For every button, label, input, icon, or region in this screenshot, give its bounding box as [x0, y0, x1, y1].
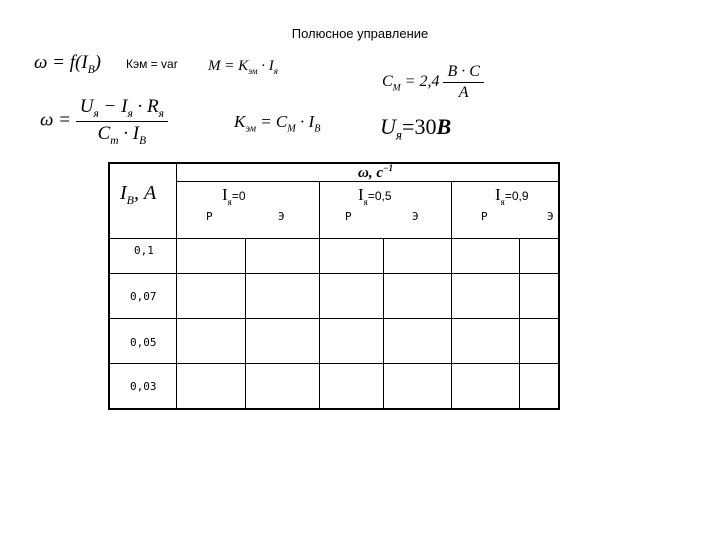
- formula-cm-lhs: C: [382, 73, 393, 91]
- row-label-3: 0,03: [130, 380, 157, 393]
- formula-speed-lhs: ω =: [40, 109, 71, 131]
- den-c: C: [97, 122, 111, 144]
- group-2-value: =0,9: [504, 189, 529, 203]
- num-r: · R: [132, 96, 159, 117]
- row-line-3: [110, 318, 558, 319]
- row-line-4: [110, 363, 558, 364]
- row-header-sub: В: [126, 193, 135, 207]
- page-title: Полюсное управление: [291, 26, 429, 41]
- col-line-1: [245, 238, 246, 408]
- num-u-sub: я: [93, 107, 99, 120]
- group-2-i: I: [495, 185, 501, 204]
- group-0-sub: я: [227, 197, 232, 207]
- den-i: · I: [118, 122, 140, 144]
- group-1-sub: я: [363, 197, 368, 207]
- formula-omega-speed: [40, 96, 168, 147]
- group-2-sub: я: [500, 197, 505, 207]
- kem-note: Кэм = var: [126, 57, 178, 71]
- group-ia-1: [358, 185, 392, 207]
- col-header-omega: ω, c: [358, 165, 384, 181]
- col-line-3: [383, 238, 384, 408]
- row-label-1: 0,07: [130, 290, 157, 303]
- subcol-label-5: Э: [547, 210, 554, 223]
- row-header-i: I: [120, 182, 127, 204]
- formula-cm-fraction: [443, 63, 483, 102]
- row-label-0: 0,1: [134, 244, 154, 257]
- formula-kem: [234, 112, 320, 134]
- formula-omega-function: $\omega = f(I_В)$: [34, 52, 101, 76]
- group-0-value: =0: [231, 189, 246, 203]
- formula-kem-sub: эм: [245, 123, 256, 135]
- row-line-2: [110, 273, 558, 274]
- den-i-sub: В: [139, 134, 147, 147]
- formula-kem-sub2: М: [287, 123, 296, 135]
- formula-voltage-lhs: U: [380, 114, 396, 139]
- formula-f-sub: В: [87, 63, 95, 76]
- formula-voltage-eq: =30: [402, 114, 437, 139]
- formula-voltage-sub: я: [395, 127, 403, 143]
- formula-speed-denominator: [76, 122, 168, 147]
- col-line-2: [319, 181, 320, 408]
- subcol-label-2: Р: [345, 210, 352, 223]
- formula-cm-numerator: B · C: [443, 63, 483, 83]
- group-0-i: I: [222, 185, 228, 204]
- den-c-sub: т: [110, 134, 119, 147]
- group-ia-2: [495, 185, 529, 207]
- group-1-value: =0,5: [367, 189, 392, 203]
- num-u: U: [79, 96, 94, 117]
- subcol-label-3: Э: [412, 210, 419, 223]
- row-header: [120, 182, 156, 208]
- formula-cm-sub: М: [392, 82, 401, 94]
- formula-torque-mid: · I: [261, 58, 274, 74]
- formula-f-close: ): [94, 52, 101, 73]
- formula-omega-lhs: ω: [34, 52, 48, 73]
- results-table: [108, 162, 560, 410]
- formula-cm-denominator: A: [458, 84, 469, 101]
- row-line-1: [110, 238, 558, 239]
- col-line-4: [451, 181, 452, 408]
- formula-cm-eq: = 2,4: [404, 73, 440, 91]
- formula-kem-eq: = C: [260, 112, 288, 131]
- col-line-0: [176, 164, 177, 408]
- formula-torque-lhs: M = K: [208, 58, 249, 74]
- col-header-sup: −1: [383, 163, 393, 173]
- subcol-label-4: Р: [481, 210, 488, 223]
- num-i-sub: я: [127, 107, 133, 120]
- formula-voltage: [380, 114, 451, 143]
- formula-voltage-unit: В: [436, 114, 452, 139]
- formula-torque-sub2: я: [273, 66, 278, 76]
- row-header-unit: , A: [134, 182, 157, 204]
- formula-cm: [382, 63, 484, 102]
- formula-kem-mid: · I: [300, 112, 315, 131]
- formula-speed-numerator: [76, 96, 168, 122]
- subcol-label-1: Э: [278, 210, 285, 223]
- group-1-i: I: [358, 185, 364, 204]
- formula-torque-sub1: эм: [248, 66, 258, 76]
- group-ia-0: [222, 185, 246, 207]
- col-header: [358, 163, 393, 182]
- col-line-5: [519, 238, 520, 408]
- subcol-label-0: Р: [206, 210, 213, 223]
- formula-torque: [208, 58, 278, 76]
- num-i: − I: [98, 96, 128, 117]
- row-label-2: 0,05: [130, 336, 157, 349]
- formula-kem-lhs: K: [234, 112, 246, 131]
- formula-kem-sub3: В: [314, 123, 321, 135]
- formula-f-rhs: f(I: [69, 52, 88, 73]
- formula-speed-fraction: [76, 96, 168, 147]
- num-r-sub: я: [158, 107, 164, 120]
